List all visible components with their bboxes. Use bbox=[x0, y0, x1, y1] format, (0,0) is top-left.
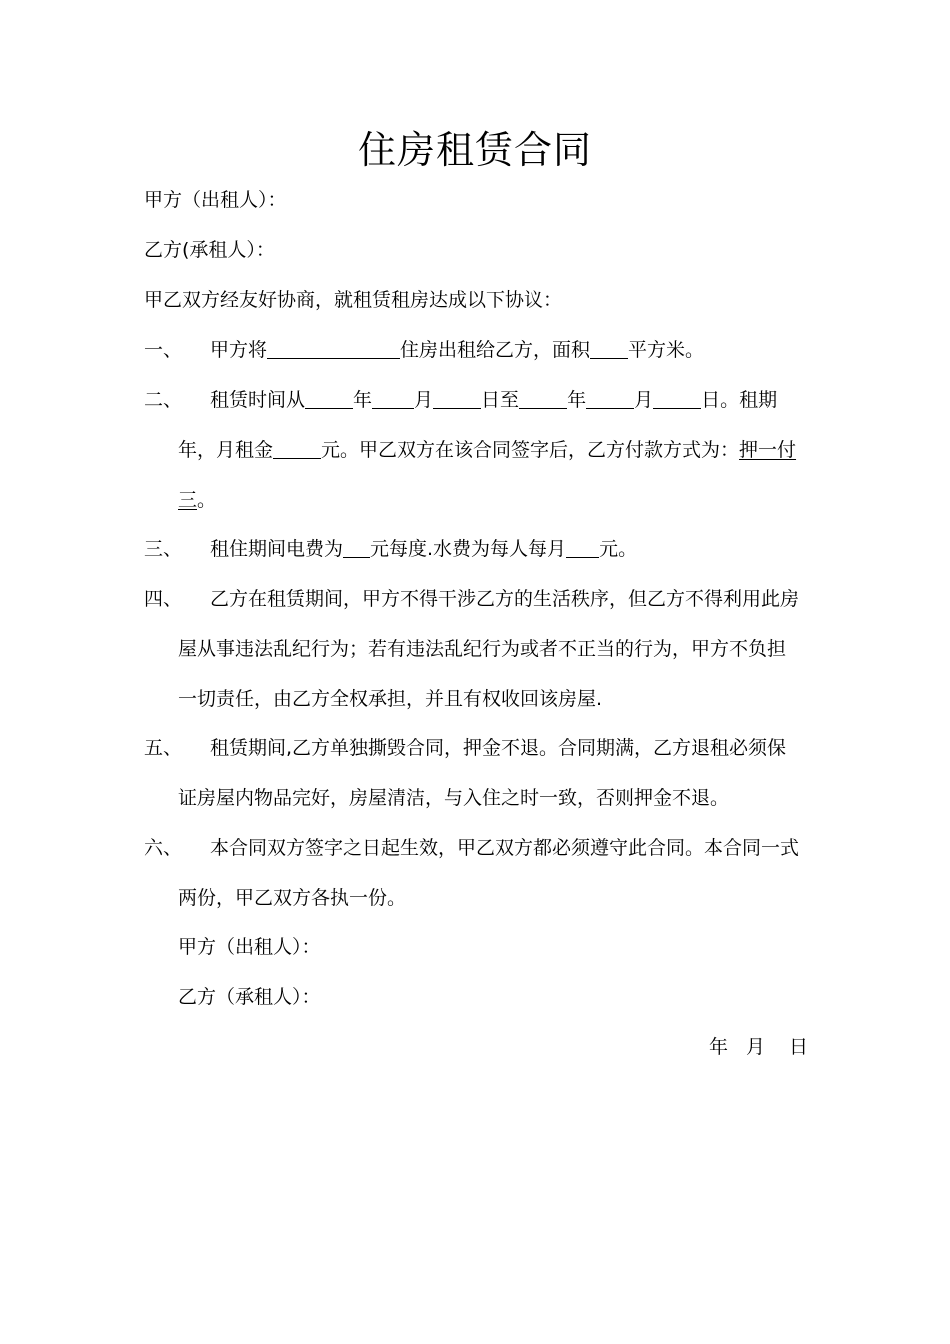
month-label: 月 bbox=[634, 389, 654, 411]
clause-1 bbox=[210, 335, 704, 365]
electricity-fee-blank[interactable] bbox=[343, 535, 370, 558]
end-year-blank[interactable] bbox=[519, 386, 567, 409]
month-label: 月 bbox=[414, 389, 434, 411]
payment-method: 押一付 bbox=[739, 439, 797, 461]
clause-2-text: 租赁时间从 bbox=[210, 389, 306, 411]
date-year-label: 年 bbox=[709, 1036, 729, 1058]
clause-number: 六、 bbox=[144, 837, 183, 859]
party-a-label: 甲方（出租人）： bbox=[144, 189, 287, 211]
end-day-blank[interactable] bbox=[653, 386, 701, 409]
year-label: 年 bbox=[567, 389, 587, 411]
address-blank[interactable] bbox=[267, 336, 400, 359]
date-month-label: 月 bbox=[746, 1036, 766, 1058]
year-label: 年 bbox=[353, 389, 373, 411]
clause-3 bbox=[210, 534, 637, 564]
clause-3-text: 元每度.水费为每人每月 bbox=[370, 538, 567, 560]
clause-number: 四、 bbox=[144, 588, 183, 610]
party-b-label: 乙方(承租人）： bbox=[144, 239, 275, 261]
start-month-blank[interactable] bbox=[372, 386, 414, 409]
clause-6-line-1: 本合同双方签字之日起生效，甲乙双方都必须遵守此合同。本合同一式 bbox=[210, 837, 800, 859]
clause-2-line-3 bbox=[178, 485, 216, 515]
clause-2-line-2 bbox=[178, 435, 796, 465]
intro-text: 甲乙双方经友好协商，就租赁租房达成以下协议： bbox=[144, 289, 563, 311]
signature-party-a: 甲方（出租人）： bbox=[178, 936, 321, 958]
clause-2-line-1 bbox=[210, 385, 777, 415]
start-day-blank[interactable] bbox=[433, 386, 481, 409]
clause-1-text: 甲方将 bbox=[210, 339, 268, 361]
clause-5-line-2: 证房屋内物品完好，房屋清洁，与入住之时一致，否则押金不退。 bbox=[178, 787, 730, 809]
clause-number: 一、 bbox=[144, 339, 183, 361]
clause-2-text: 日至 bbox=[481, 389, 520, 411]
clause-number: 五、 bbox=[144, 737, 183, 759]
document-title: 住房租赁合同 bbox=[357, 128, 592, 172]
date-day-label: 日 bbox=[789, 1036, 809, 1058]
area-blank[interactable] bbox=[590, 336, 628, 359]
clause-2-text: 。 bbox=[197, 489, 217, 511]
clause-6-line-2: 两份，甲乙双方各执一份。 bbox=[178, 887, 407, 909]
clause-2-text: 日。租期 bbox=[701, 389, 778, 411]
clause-4-line-1: 乙方在租赁期间，甲方不得干涉乙方的生活秩序，但乙方不得利用此房 bbox=[210, 588, 800, 610]
clause-2-text: 元。甲乙双方在该合同签字后，乙方付款方式为： bbox=[321, 439, 740, 461]
signature-party-b: 乙方（承租人）： bbox=[178, 986, 321, 1008]
clause-3-text: 租住期间电费为 bbox=[210, 538, 344, 560]
clause-2-text: 年，月租金 bbox=[178, 439, 274, 461]
signature-date bbox=[709, 1032, 808, 1062]
rent-blank[interactable] bbox=[273, 436, 321, 459]
clause-number: 三、 bbox=[144, 538, 183, 560]
clause-4-line-3: 一切责任，由乙方全权承担，并且有权收回该房屋. bbox=[178, 688, 603, 710]
clause-1-text: 平方米。 bbox=[628, 339, 705, 361]
clause-1-text: 住房出租给乙方，面积 bbox=[400, 339, 591, 361]
end-month-blank[interactable] bbox=[586, 386, 634, 409]
clause-4-line-2: 屋从事违法乱纪行为；若有违法乱纪行为或者不正当的行为，甲方不负担 bbox=[178, 638, 787, 660]
water-fee-blank[interactable] bbox=[566, 535, 599, 558]
start-year-blank[interactable] bbox=[305, 386, 353, 409]
clause-number: 二、 bbox=[144, 389, 183, 411]
payment-method: 三 bbox=[178, 489, 198, 511]
clause-3-text: 元。 bbox=[599, 538, 638, 560]
clause-5-line-1: 租赁期间,乙方单独撕毁合同，押金不退。合同期满，乙方退租必须保 bbox=[210, 737, 787, 759]
